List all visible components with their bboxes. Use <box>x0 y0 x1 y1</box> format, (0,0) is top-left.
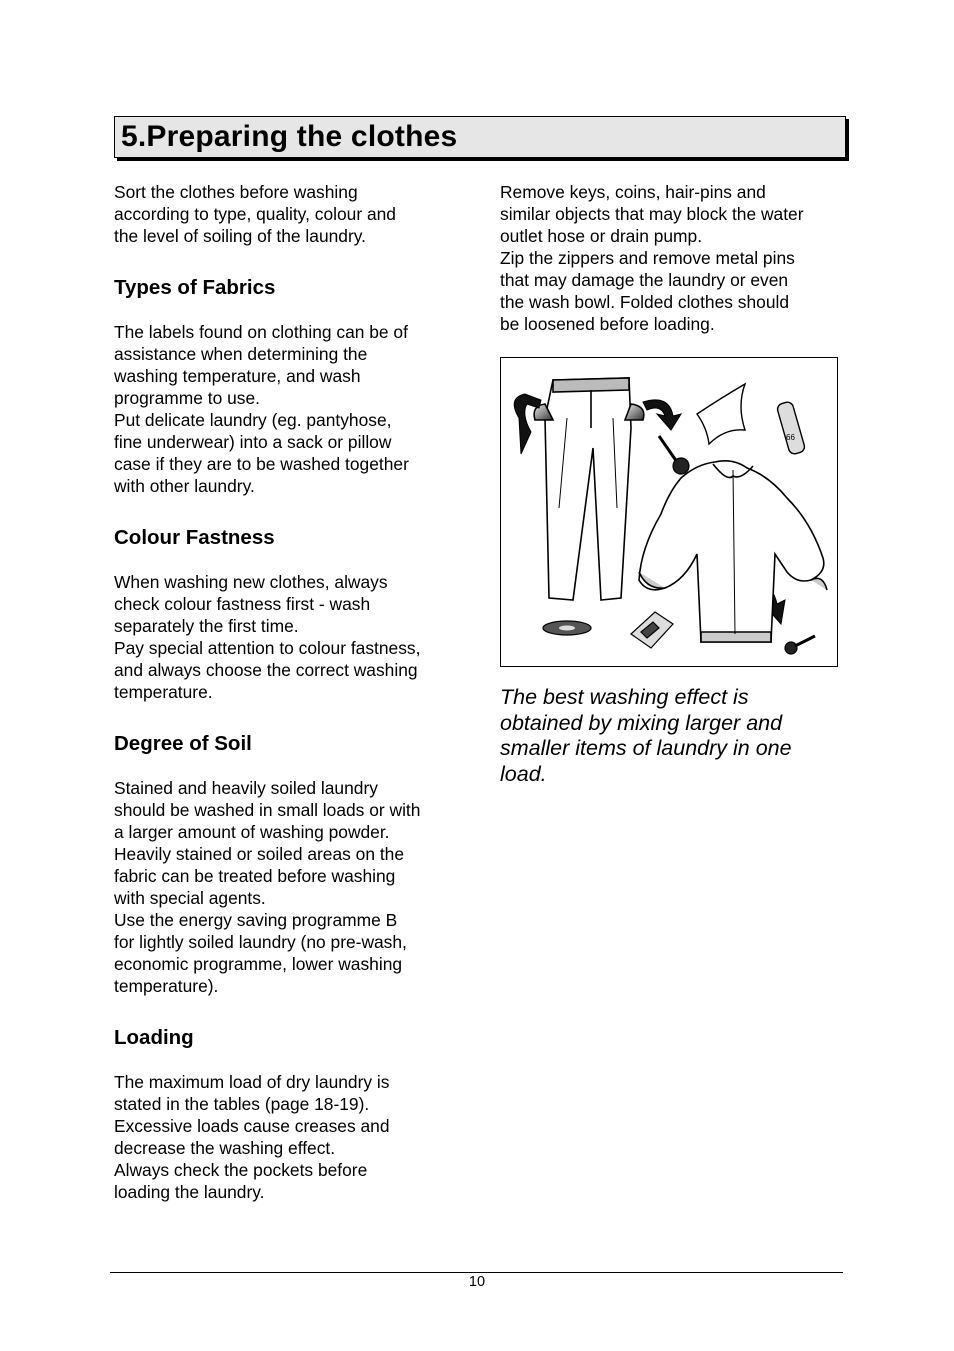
paragraph-loading: The maximum load of dry laundry is stated in the tables (page 18-19). Excessive loads cause creases and decrease the washing effect. Always check the pockets before loading the laundry. <box>114 1072 390 1202</box>
matchbook-icon <box>631 612 673 648</box>
paragraph-degree-of-soil: Stained and heavily soiled laundry should be washed in small loads or with a larger amount of washing powder. Heavily stained or soiled areas on the fabric can be treated before washing with special agents. Use the energy saving programme B for lightly soiled laundry (no pre-wash, economic programme, lower washing temperature). <box>114 778 421 996</box>
heading-colour-fastness: Colour Fastness <box>114 526 275 549</box>
paragraph-types-of-fabrics: The labels found on clothing can be of assistance when determining the washing temperature, and wash programme to use. Put delicate laundry (eg. pantyhose, fine underwear) into a sack or pillow case if they are to be washed together with other laundry. <box>114 322 409 496</box>
trousers-icon <box>534 378 644 600</box>
pockets-paragraph: Remove keys, coins, hair-pins and similar objects that may block the water outlet hose or drain pump. Zip the zippers and remove metal pins that may damage the laundry or even the wash bowl. Folded clothes should be loosened before loading. <box>500 182 804 334</box>
page-number: 10 <box>468 1274 486 1290</box>
key-icon <box>659 436 689 474</box>
svg-text:66: 66 <box>786 433 795 442</box>
handkerchief-icon <box>697 384 745 444</box>
heading-degree-of-soil: Degree of Soil <box>114 732 252 755</box>
laundry-illustration <box>500 357 838 667</box>
jacket-icon <box>639 461 827 642</box>
page-title: 5.Preparing the clothes <box>121 120 458 153</box>
intro-paragraph: Sort the clothes before washing according to type, quality, colour and the level of soiling of the laundry. <box>114 182 396 246</box>
heading-loading: Loading <box>114 1026 194 1049</box>
paragraph-colour-fastness: When washing new clothes, always check colour fastness first - wash separately the first time. Pay special attention to colour fastness, and always choose the correct washing temperature. <box>114 572 421 702</box>
key-icon <box>785 636 815 654</box>
heading-types-of-fabrics: Types of Fabrics <box>114 276 276 299</box>
title-box <box>114 116 846 158</box>
left-column <box>114 181 459 1203</box>
right-column <box>500 181 845 335</box>
lipstick-icon <box>776 401 806 455</box>
tip-text: The best washing effect is obtained by mixing larger and smaller items of laundry in one load. <box>500 685 792 786</box>
